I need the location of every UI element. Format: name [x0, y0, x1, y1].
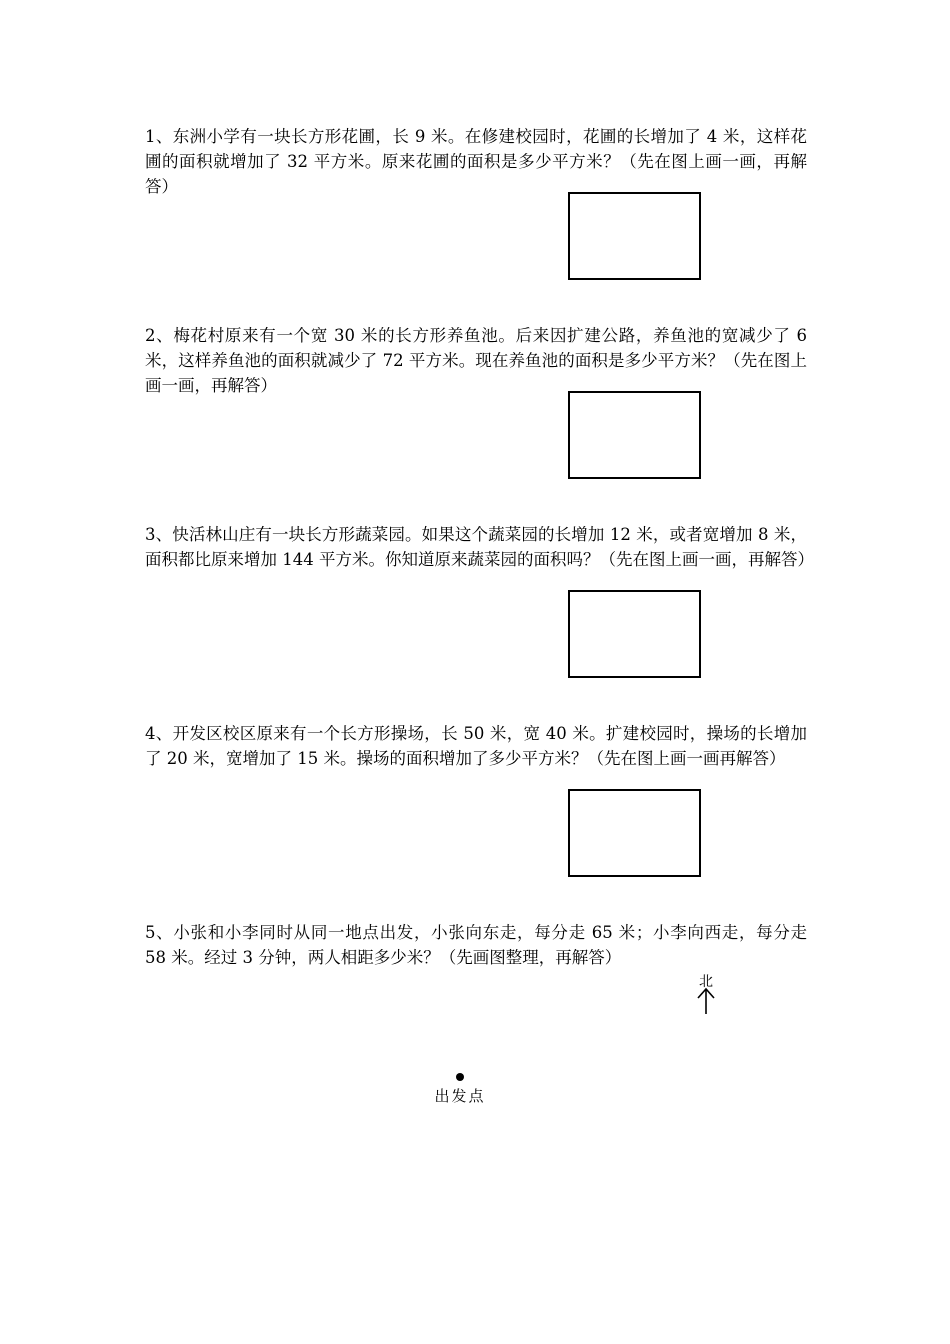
problem-3-drawing-box: [568, 590, 701, 678]
north-arrow: [692, 975, 720, 1015]
problem-2-drawing-box: [568, 391, 701, 479]
problem-5-text: 5、小张和小李同时从同一地点出发，小张向东走，每分走 65 米；小李向西走，每分走 58 米。经过 3 分钟，两人相距多少米？（先画图整理，再解答）: [145, 923, 807, 967]
start-point-dot: [456, 1073, 464, 1081]
problem-2-text: 2、梅花村原来有一个宽 30 米的长方形养鱼池。后来因扩建公路，养鱼池的宽减少了 6 米，这样养鱼池的面积就减少了 72 平方米。现在养鱼池的面积是多少平方米？（先在图上画一画，再解答）: [145, 326, 807, 395]
arrow-up-icon: [692, 983, 720, 1015]
problem-1-drawing-box: [568, 192, 701, 280]
problem-3-text: 3、快活林山庄有一块长方形蔬菜园。如果这个蔬菜园的长增加 12 米，或者宽增加 8 米，面积都比原来增加 144 平方米。你知道原来蔬菜园的面积吗？（先在图上画一画，再解答）: [145, 525, 814, 569]
start-point-label: 出发点: [434, 1087, 486, 1105]
problem-1-text: 1、东洲小学有一块长方形花圃，长 9 米。在修建校园时，花圃的长增加了 4 米，这样花圃的面积就增加了 32 平方米。原来花圃的面积是多少平方米？（先在图上画一画，再解答）: [145, 127, 807, 196]
north-label: 北: [699, 974, 713, 990]
problem-4-drawing-box: [568, 789, 701, 877]
problem-4-text: 4、开发区校区原来有一个长方形操场，长 50 米，宽 40 米。扩建校园时，操场的长增加了 20 米，宽增加了 15 米。操场的面积增加了多少平方米？（先在图上画一画再解答）: [145, 724, 807, 768]
